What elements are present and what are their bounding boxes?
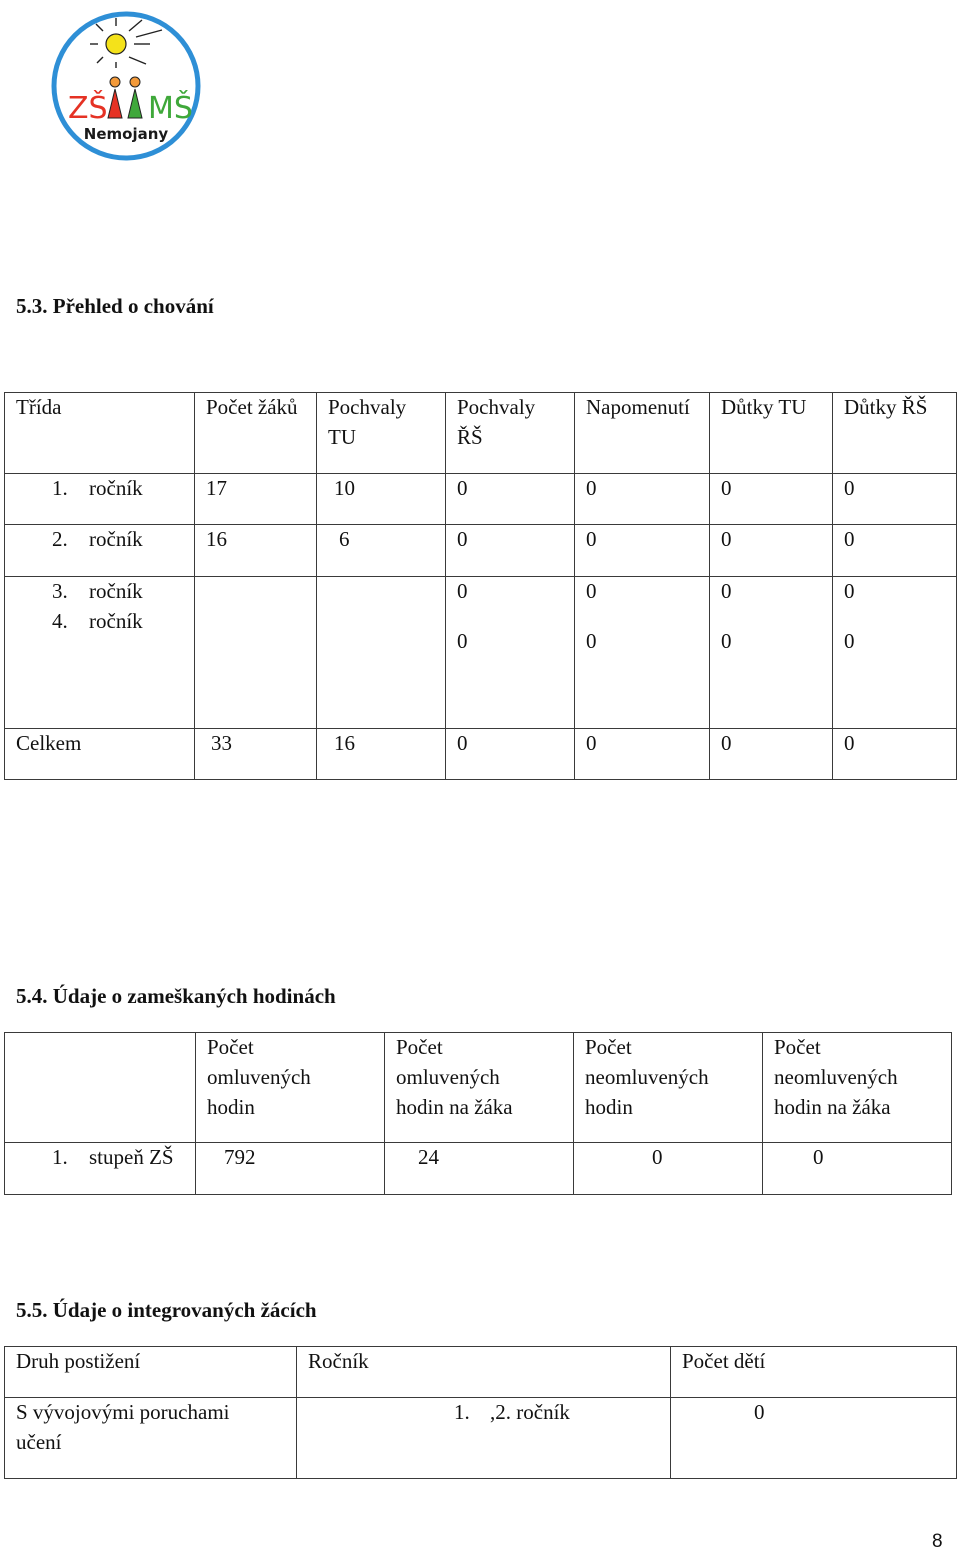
section-53-heading: 5.3. Přehled o chování — [16, 294, 214, 318]
header-napomenuti: Napomenutí — [586, 395, 690, 419]
page-number: 8 — [932, 1531, 943, 1552]
header-pochvaly-rs: Pochvaly — [457, 395, 536, 419]
header-dutky-rs: Důtky ŘŠ — [844, 395, 928, 419]
header-rocnik: Ročník — [308, 1349, 369, 1373]
logo-name: Nemojany — [83, 125, 169, 143]
header-dutky-tu: Důtky TU — [721, 395, 807, 419]
header-pochvaly-tu: Pochvaly — [328, 395, 407, 419]
section-55-heading: 5.5. Údaje o integrovaných žácích — [16, 1298, 317, 1322]
header-pocet-deti: Počet dětí — [682, 1349, 766, 1373]
header-pochvaly-tu-2: TU — [328, 425, 356, 449]
header-pochvaly-rs-2: ŘŠ — [457, 425, 483, 449]
svg-text:MŠ: MŠ — [148, 91, 193, 126]
section-54-heading: 5.4. Údaje o zameškaných hodinách — [16, 984, 336, 1008]
school-logo — [50, 10, 202, 162]
header-pocet-zaku: Počet žáků — [206, 395, 298, 419]
logo-letters: ZŠ — [68, 91, 108, 126]
header-trida: Třída — [16, 395, 62, 419]
header-druh-postizeni: Druh postižení — [16, 1349, 141, 1373]
